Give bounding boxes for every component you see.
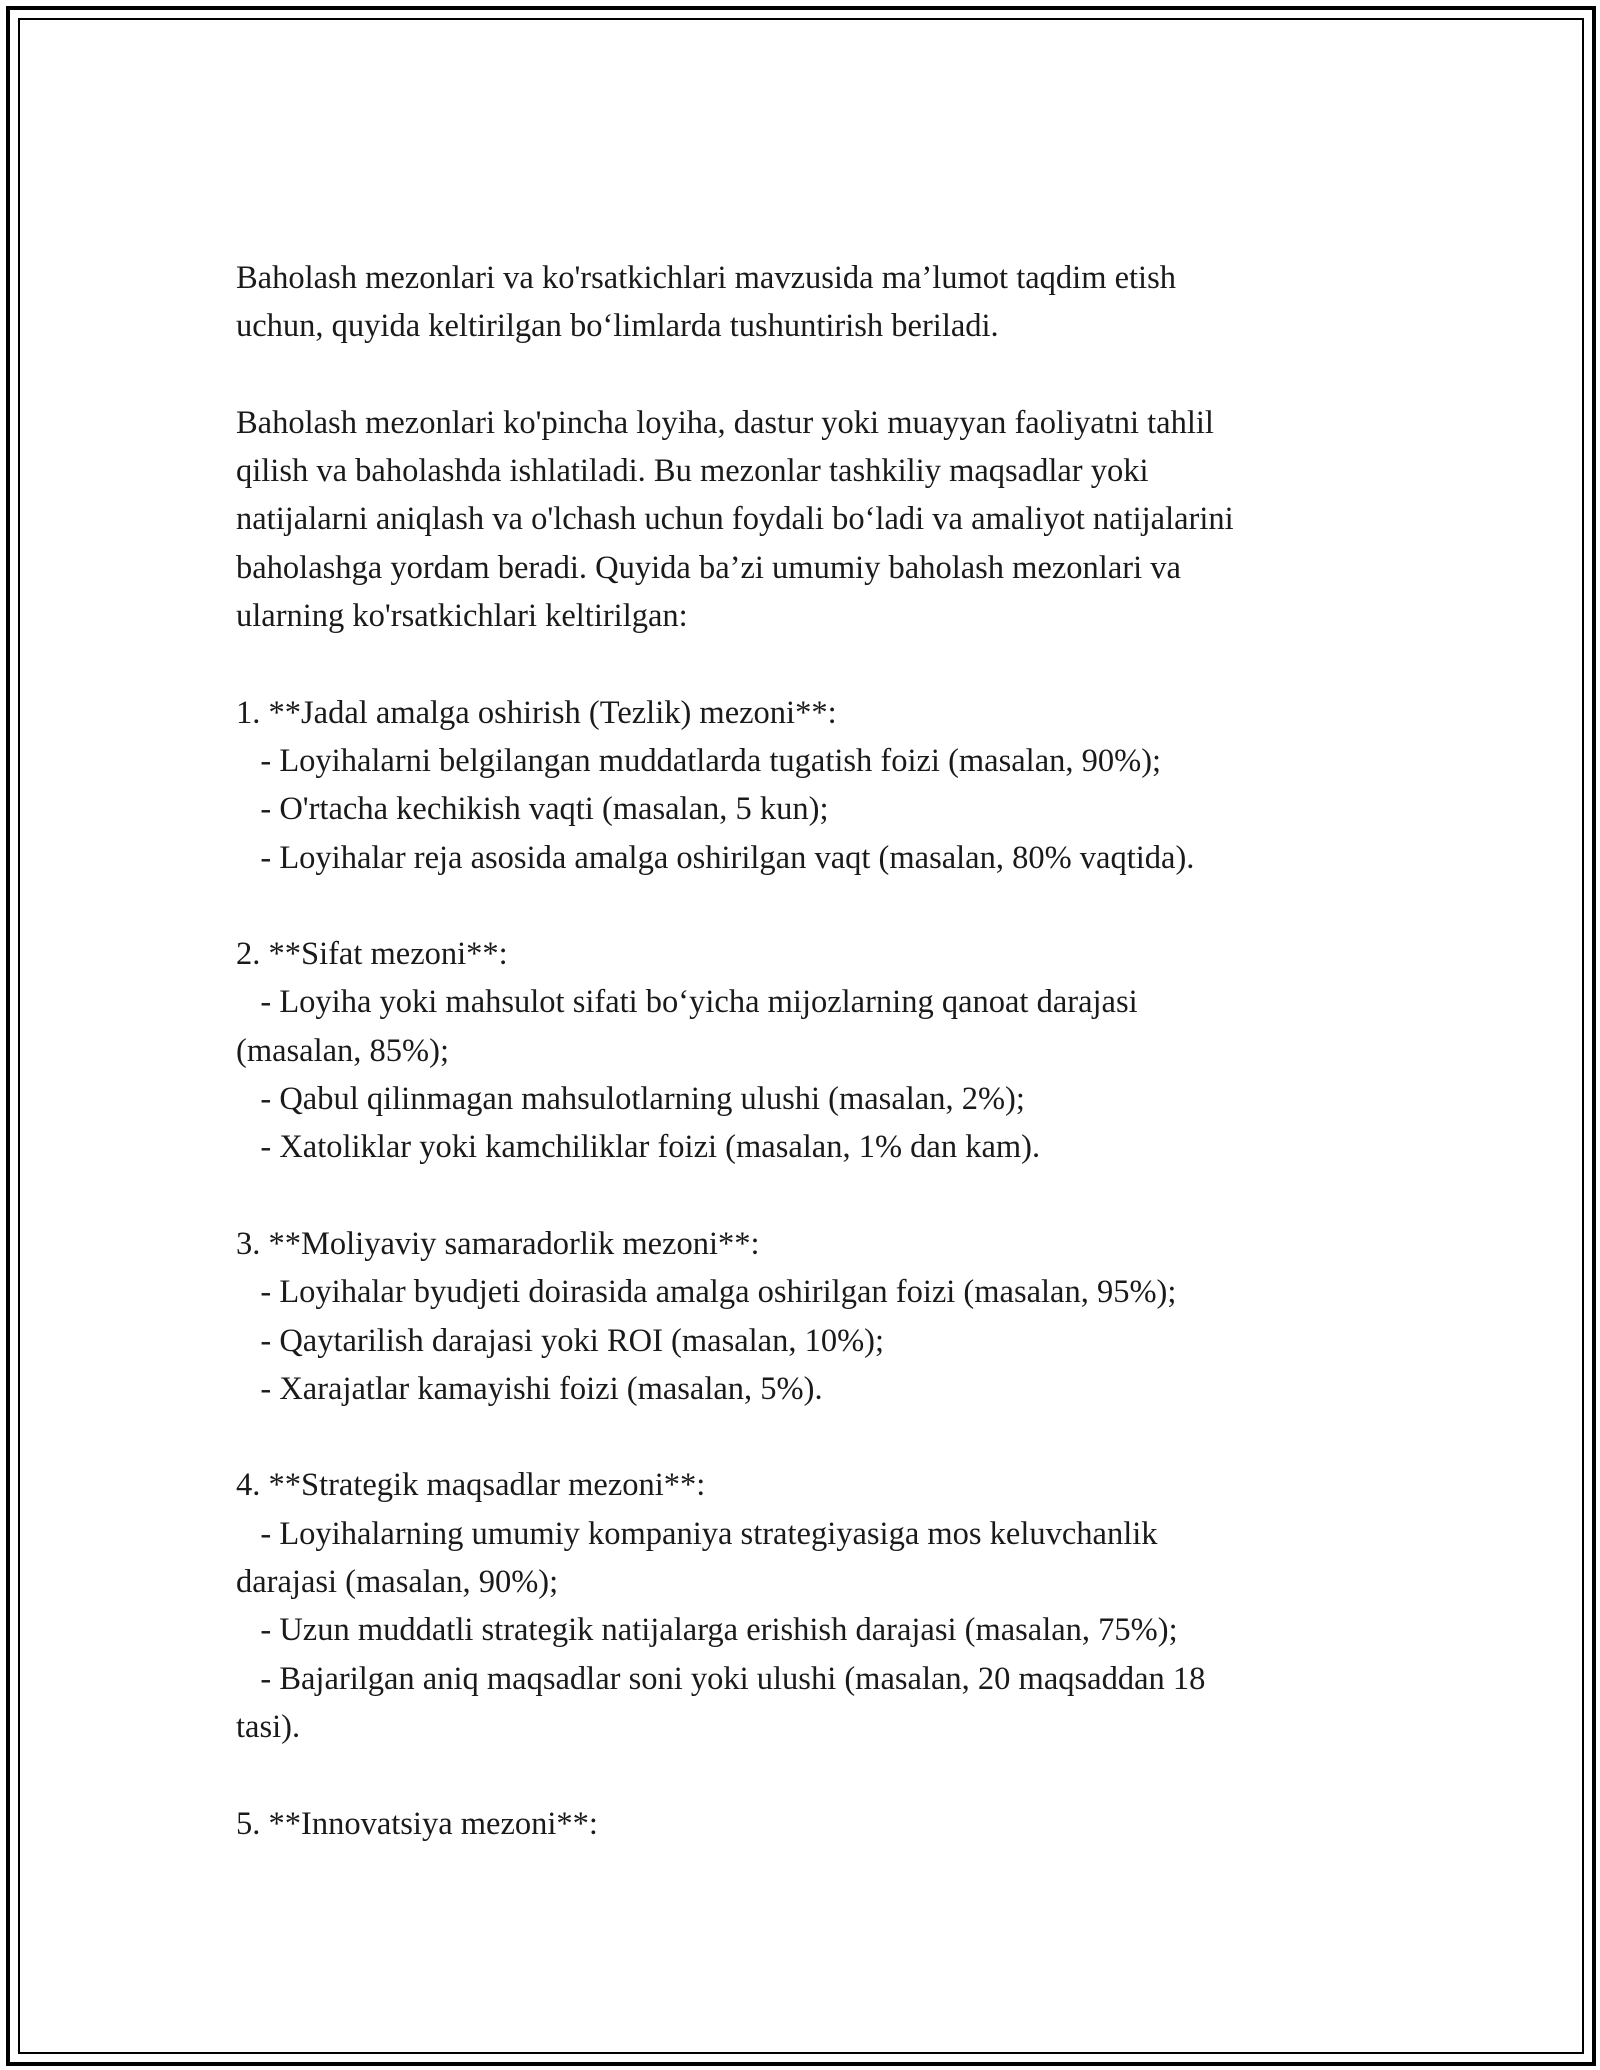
section-2-item-3: - Xatoliklar yoki kamchiliklar foizi (masalan, 1% dan kam).	[236, 1129, 1041, 1166]
section-4-item-1: - Loyihalarning umumiy kompaniya strategiyasiga mos keluvchanlik darajasi (masalan, 90%);	[236, 1515, 1158, 1601]
section-1-heading: 1. **Jadal amalga oshirish (Tezlik) mezoni**:	[236, 694, 837, 731]
section-1-item-1: - Loyihalarni belgilangan muddatlarda tugatish foizi (masalan, 90%);	[236, 742, 1162, 779]
section-3-heading: 3. **Moliyaviy samaradorlik mezoni**:	[236, 1225, 760, 1262]
paragraph-gap	[236, 1413, 1386, 1461]
section-4-item-3: - Bajarilgan aniq maqsadlar soni yoki ulushi (masalan, 20 maqsaddan 18 tasi).	[236, 1660, 1206, 1745]
section-1-item-3: - Loyihalar reja asosida amalga oshirilgan vaqt (masalan, 80% vaqtida).	[236, 839, 1195, 876]
paragraph-gap	[236, 882, 1386, 930]
section-2-item-2: - Qabul qilinmagan mahsulotlarning ulushi (masalan, 2%);	[236, 1081, 1025, 1118]
document-body	[236, 254, 1386, 1848]
section-2-item-1: - Loyiha yoki mahsulot sifati bo‘yicha mijozlarning qanoat darajasi (masalan, 85%);	[236, 984, 1138, 1069]
section-3-item-3: - Xarajatlar kamayishi foizi (masalan, 5%).	[236, 1370, 823, 1407]
section-3-item-2: - Qaytarilish darajasi yoki ROI (masalan, 10%);	[236, 1322, 885, 1359]
paragraph-gap	[236, 351, 1386, 399]
section-1-item-2: - O'rtacha kechikish vaqti (masalan, 5 kun);	[236, 791, 829, 828]
section-5-heading: 5. **Innovatsiya mezoni**:	[236, 1805, 598, 1842]
paragraph-gap	[236, 1172, 1386, 1220]
intro-paragraph-2: Baholash mezonlari ko'pincha loyiha, dastur yoki muayyan faoliyatni tahlil qilish va baholashda ishlatiladi. Bu mezonlar tashkiliy maqsadlar yoki natijalarni aniqlash va o'lchash uchun foydali bo‘ladi va amaliyot natijalarini baholashga yordam beradi. Quyida ba’zi umumiy baholash mezonlari va ularning ko'rsatkichlari keltirilgan:	[236, 404, 1234, 635]
paragraph-gap	[236, 1751, 1386, 1799]
paragraph-gap	[236, 640, 1386, 688]
intro-paragraph-1: Baholash mezonlari va ko'rsatkichlari mavzusida ma’lumot taqdim etish uchun, quyida keltirilgan bo‘limlarda tushuntirish beriladi.	[236, 260, 1176, 345]
section-4-heading: 4. **Strategik maqsadlar mezoni**:	[236, 1467, 706, 1504]
section-2-heading: 2. **Sifat mezoni**:	[236, 936, 508, 973]
section-4-item-2: - Uzun muddatli strategik natijalarga erishish darajasi (masalan, 75%);	[236, 1612, 1178, 1649]
section-3-item-1: - Loyihalar byudjeti doirasida amalga oshirilgan foizi (masalan, 95%);	[236, 1274, 1177, 1311]
